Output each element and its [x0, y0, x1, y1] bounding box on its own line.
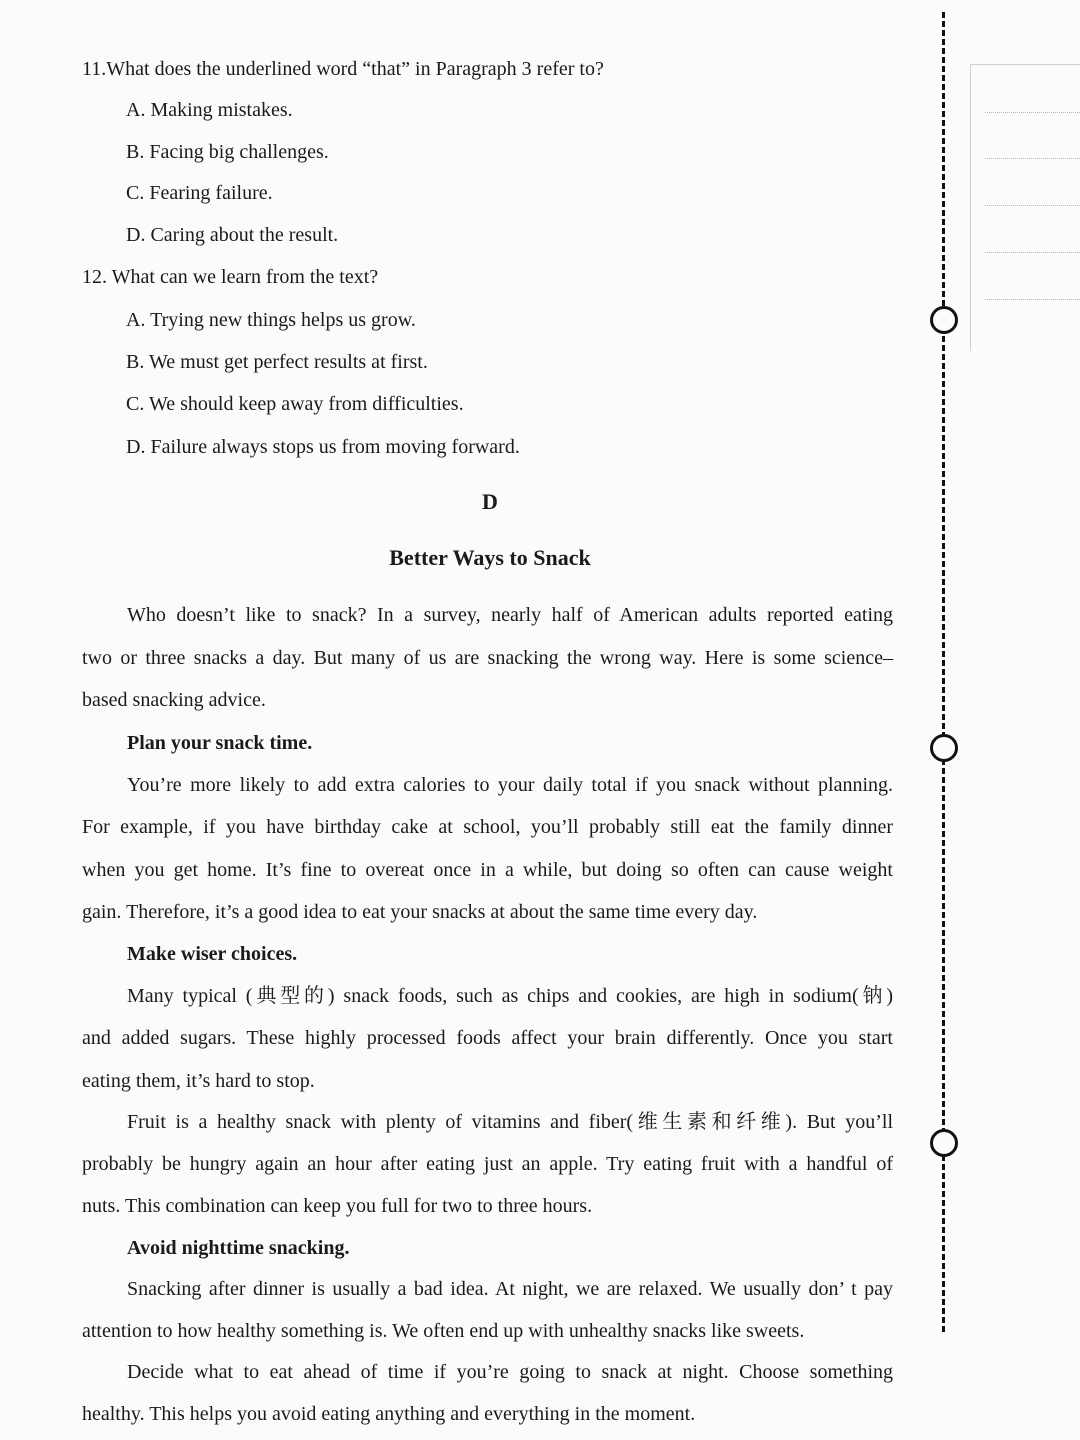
binding-hole-icon — [930, 1129, 958, 1157]
binding-hole-icon — [930, 306, 958, 334]
question-11-option-c: C. Fearing failure. — [126, 182, 273, 204]
binding-hole-icon — [930, 734, 958, 762]
answer-line — [985, 299, 1080, 300]
p2-line-2: and added sugars. These highly processed foods affect your brain differently. Once you start — [82, 1027, 893, 1049]
p1-line-1: You’re more likely to add extra calories to your daily total if you snack without planning. — [127, 774, 893, 796]
question-12-option-c: C. We should keep away from difficulties. — [126, 393, 464, 415]
p1-line-2: For example, if you have birthday cake at school, you’ll probably still eat the family dinner — [82, 816, 893, 838]
question-11-option-b: B. Facing big challenges. — [126, 141, 329, 163]
question-12-option-b: B. We must get perfect results at first. — [126, 351, 428, 373]
question-12-stem: 12. What can we learn from the text? — [82, 266, 379, 288]
intro-line-2: two or three snacks a day. But many of us are snacking the wrong way. Here is some science– — [82, 647, 893, 669]
p4-line-1: Snacking after dinner is usually a bad idea. At night, we are relaxed. We usually don’ t pay — [127, 1278, 893, 1300]
answer-line — [985, 252, 1080, 253]
section-letter: D — [482, 489, 498, 514]
heading-plan-snack-time: Plan your snack time. — [127, 732, 313, 754]
intro-line-3: based snacking advice. — [82, 689, 266, 711]
answer-line — [985, 205, 1080, 206]
p5-line-2: healthy. This helps you avoid eating anything and everything in the moment. — [82, 1403, 696, 1425]
p2-line-1: Many typical (典型的) snack foods, such as chips and cookies, are high in sodium(钠) — [127, 985, 893, 1007]
question-12-option-a: A. Trying new things helps us grow. — [126, 309, 416, 331]
question-11-option-a: A. Making mistakes. — [126, 99, 293, 121]
p1-line-4: gain. Therefore, it’s a good idea to eat your snacks at about the same time every day. — [82, 901, 758, 923]
answer-box — [970, 64, 1080, 351]
answer-line — [985, 112, 1080, 113]
intro-line-1: Who doesn’t like to snack? In a survey, nearly half of American adults reported eating — [127, 604, 893, 626]
question-11-stem: 11.What does the underlined word “that” in Paragraph 3 refer to? — [82, 58, 604, 80]
p2-line-3: eating them, it’s hard to stop. — [82, 1070, 315, 1092]
question-11-option-d: D. Caring about the result. — [126, 224, 339, 246]
heading-wiser-choices: Make wiser choices. — [127, 943, 298, 965]
p5-line-1: Decide what to eat ahead of time if you’re going to snack at night. Choose something — [127, 1361, 893, 1383]
question-12-option-d: D. Failure always stops us from moving forward. — [126, 436, 520, 458]
p3-line-3: nuts. This combination can keep you full for two to three hours. — [82, 1195, 593, 1217]
p4-line-2: attention to how healthy something is. We often end up with unhealthy snacks like sweets. — [82, 1320, 805, 1342]
passage-title: Better Ways to Snack — [389, 545, 591, 570]
p3-line-1: Fruit is a healthy snack with plenty of vitamins and fiber(维生素和纤维). But you’ll — [127, 1111, 893, 1133]
p3-line-2: probably be hungry again an hour after eating just an apple. Try eating fruit with a handful of — [82, 1153, 893, 1175]
answer-line — [985, 158, 1080, 159]
heading-avoid-nighttime: Avoid nighttime snacking. — [127, 1237, 350, 1259]
p1-line-3: when you get home. It’s fine to overeat once in a while, but doing so often can cause weight — [82, 859, 893, 881]
